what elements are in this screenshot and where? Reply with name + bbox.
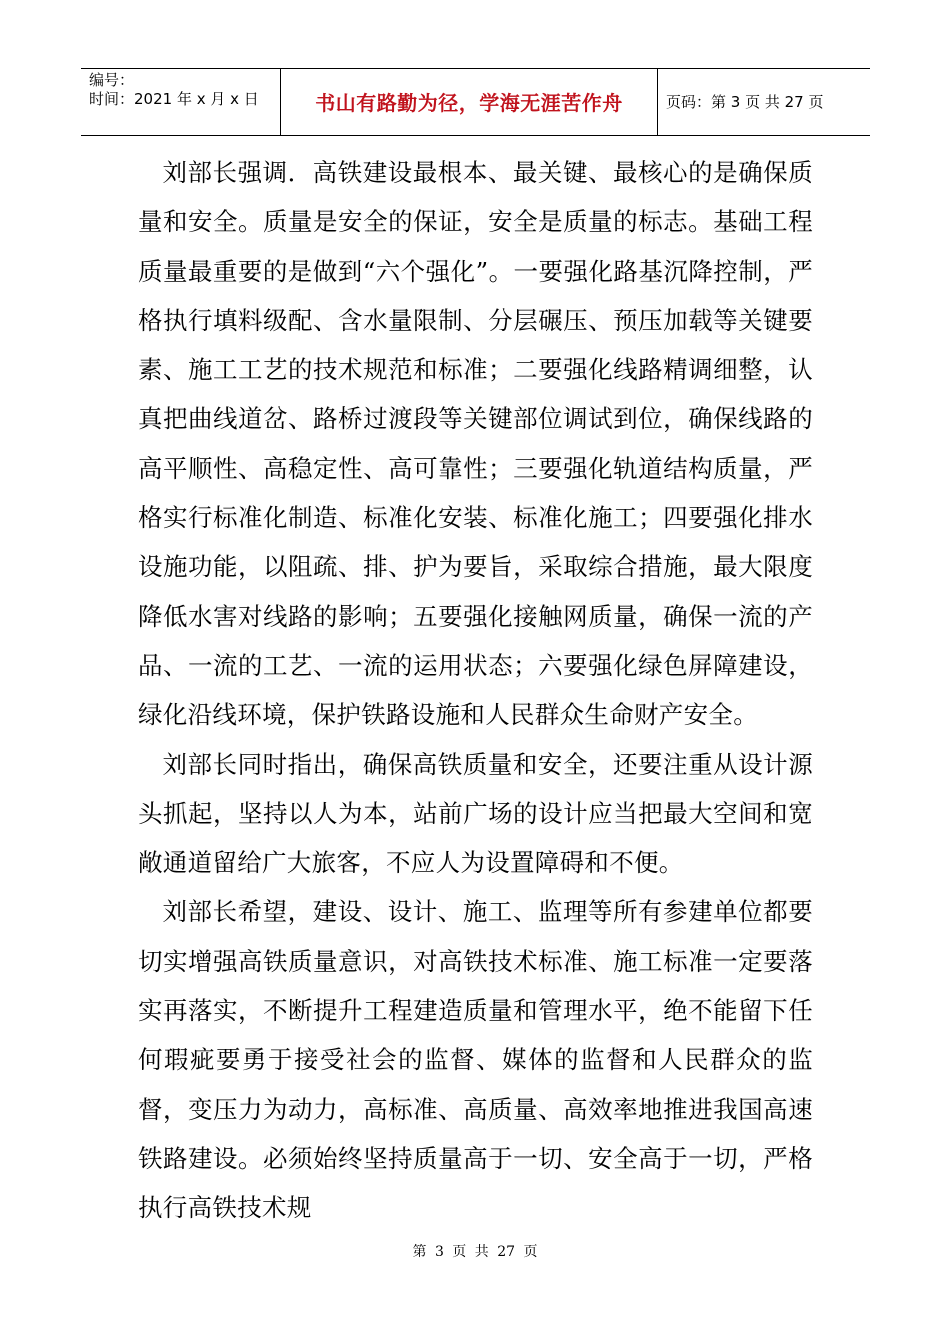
paragraph: 刘部长同时指出，确保高铁质量和安全，还要注重从设计源头抓起，坚持以人为本，站前广场的设计应当把最大空间和宽敞通道留给广大旅客，不应人为设置障碍和不便。 <box>138 749 813 878</box>
header-motto-cell <box>281 69 658 135</box>
header-meta <box>81 69 281 135</box>
document-body <box>138 148 813 1233</box>
header-motto: 书山有路勤为径，学海无涯苦作舟 <box>315 91 623 115</box>
header-page-info: 页码：第 3 页 共 27 页 <box>666 93 824 111</box>
document-number-label: 编号： <box>89 71 135 89</box>
document-time-label: 时间：2021 年 x 月 x 日 <box>89 90 259 108</box>
paragraph: 刘部长希望，建设、设计、施工、监理等所有参建单位都要切实增强高铁质量意识，对高铁技术标准、施工标准一定要落实再落实，不断提升工程建造质量和管理水平，绝不能留下任何瑕疵要勇于接受社会的监督、媒体的监督和人民群众的监督，变压力为动力，高标准、高质量、高效率地推进我国高速铁路建设。必须始终坚持质量高于一切、安全高于一切，严格执行高铁技术规 <box>138 897 813 1223</box>
page-footer: 第 3 页 共 27 页 <box>412 1244 538 1260</box>
header-page-cell <box>658 69 870 135</box>
paragraph: 刘部长强调．高铁建设最根本、最关键、最核心的是确保质量和安全。质量是安全的保证，安全是质量的标志。基础工程质量最重要的是做到“六个强化”。一要强化路基沉降控制，严格执行填料级配、含水量限制、分层碾压、预压加载等关键要素、施工工艺的技术规范和标准；二要强化线路精调细整，认真把曲线道岔、路桥过渡段等关键部位调试到位，确保线路的高平顺性、高稳定性、高可靠性；三要强化轨道结构质量，严格实行标准化制造、标准化安装、标准化施工；四要强化排水设施功能，以阻疏、排、护为要旨，采取综合措施，最大限度降低水害对线路的影响；五要强化接触网质量，确保一流的产品、一流的工艺、一流的运用状态；六要强化绿色屏障建设，绿化沿线环境，保护铁路设施和人民群众生命财产安全。 <box>138 158 813 730</box>
page-header <box>81 68 870 136</box>
